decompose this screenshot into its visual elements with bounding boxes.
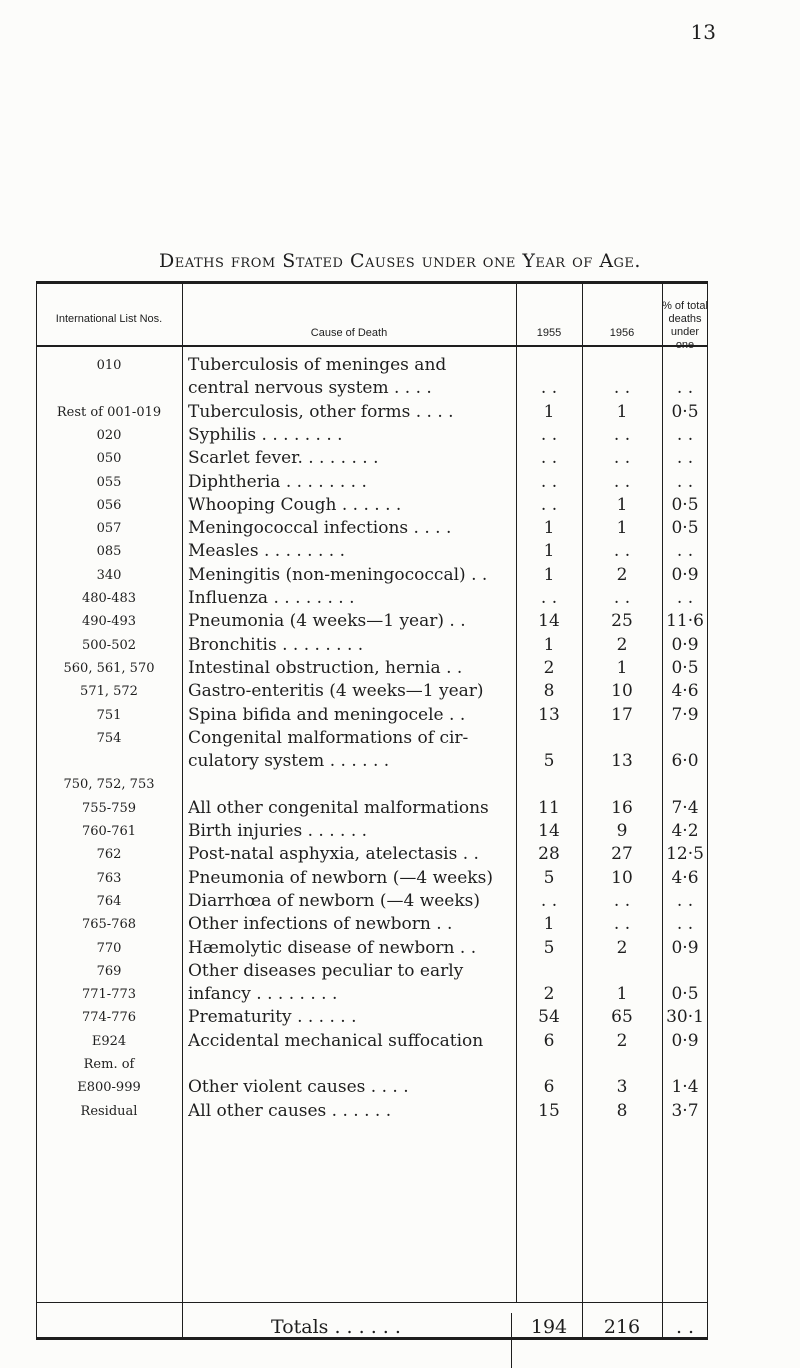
cause-cell: central nervous system . . . . (188, 378, 432, 399)
cause-cell: Spina bifida and meningocele . . (188, 704, 466, 725)
list-no-cell: 500-502 (81, 637, 137, 653)
cause-cell: Prematurity . . . . . . (188, 1007, 357, 1028)
percent-cell: . . (676, 424, 694, 445)
value-1955-cell: 11 (538, 797, 560, 818)
cause-cell: Diphtheria . . . . . . . . (188, 471, 367, 492)
cause-cell: Whooping Cough . . . . . . (188, 494, 402, 515)
list-no-cell: E924 (91, 1033, 127, 1049)
percent-cell: 4·6 (671, 681, 699, 702)
value-1955-cell: 6 (543, 1030, 555, 1051)
list-no-cell: Residual (80, 1103, 138, 1119)
list-no-cell: 763 (96, 870, 122, 886)
list-no-cell: 020 (96, 427, 122, 443)
value-1955-cell: . . (540, 378, 558, 399)
percent-cell: . . (676, 378, 694, 399)
percent-cell: . . (676, 471, 694, 492)
percent-cell: 12·5 (666, 844, 704, 865)
percent-cell: 0·5 (671, 984, 699, 1005)
value-1956-cell: 25 (611, 611, 633, 632)
cause-cell: All other causes . . . . . . (188, 1100, 392, 1121)
list-no-cell: Rem. of (83, 1057, 135, 1072)
table-row (36, 914, 708, 937)
list-no-cell: 771-773 (81, 987, 137, 1003)
table-row (36, 611, 708, 634)
table-row (36, 984, 708, 1007)
list-no-cell: 754 (96, 730, 122, 746)
cause-cell: Pneumonia (4 weeks—1 year) . . (188, 611, 466, 632)
table-row (36, 774, 708, 797)
value-1956-cell: 8 (616, 1100, 628, 1121)
table-row (36, 472, 708, 495)
header-1955: 1955 (536, 327, 562, 339)
percent-cell: 3·7 (671, 1100, 699, 1121)
page-number: 13 (690, 20, 716, 44)
table-row (36, 355, 708, 378)
value-1956-cell: . . (613, 914, 631, 935)
cause-cell: Post-natal asphyxia, atelectasis . . (188, 844, 479, 865)
table-row (36, 425, 708, 448)
cause-cell: Other diseases peculiar to early (188, 960, 464, 981)
list-no-cell: 762 (96, 847, 122, 863)
table-row (36, 658, 708, 681)
value-1956-cell: 1 (616, 401, 628, 422)
percent-cell: . . (676, 448, 694, 469)
list-no-cell: Rest of 001-019 (56, 404, 162, 420)
table-row (36, 844, 708, 867)
value-1956-cell: 17 (611, 704, 633, 725)
value-1956-cell: 65 (611, 1007, 633, 1028)
table-row (36, 1031, 708, 1054)
list-no-cell: 480-483 (81, 591, 137, 606)
list-no-cell: 750, 752, 753 (63, 777, 155, 793)
value-1955-cell: 14 (538, 611, 560, 632)
cause-cell: culatory system . . . . . . (188, 751, 390, 772)
value-1955-cell: 2 (543, 984, 555, 1005)
percent-cell: . . (676, 890, 694, 911)
table-row (36, 728, 708, 751)
value-1955-cell: 1 (543, 564, 555, 585)
cause-cell: Accidental mechanical suffocation (188, 1030, 484, 1051)
cause-cell: Scarlet fever. . . . . . . . (188, 448, 379, 469)
totals-rule (36, 1302, 708, 1303)
value-1956-cell: 10 (611, 681, 633, 702)
cause-cell: Tuberculosis of meninges and (188, 355, 447, 375)
percent-cell: 30·1 (666, 1007, 704, 1028)
cause-cell: Intestinal obstruction, hernia . . (188, 657, 463, 678)
value-1955-cell: 5 (543, 867, 555, 888)
totals-divider (511, 1313, 512, 1368)
list-no-cell: 764 (96, 893, 122, 909)
percent-cell: 0·9 (671, 937, 699, 958)
list-no-cell: 085 (96, 544, 122, 560)
value-1956-cell: 2 (616, 564, 628, 585)
value-1955-cell: 14 (538, 821, 560, 841)
value-1956-cell: . . (613, 588, 631, 608)
value-1955-cell: 13 (538, 704, 560, 725)
cause-cell: Measles . . . . . . . . (188, 541, 346, 562)
list-no-cell: 751 (96, 707, 122, 723)
value-1955-cell: . . (540, 471, 558, 492)
table-row (36, 518, 708, 541)
value-1955-cell: . . (540, 890, 558, 911)
table-row (36, 891, 708, 914)
percent-cell: 0·5 (671, 518, 699, 539)
percent-cell: 4·2 (671, 821, 699, 841)
value-1956-cell: . . (613, 424, 631, 445)
cause-cell: All other congenital malformations (188, 797, 489, 818)
value-1956-cell: 2 (616, 634, 628, 655)
percent-cell: . . (676, 541, 694, 562)
header-1956: 1956 (609, 327, 635, 339)
list-no-cell: 770 (96, 940, 122, 956)
table-row (36, 1007, 708, 1030)
table-row (36, 1054, 708, 1077)
value-1955-cell: 15 (538, 1100, 560, 1121)
value-1955-cell: . . (540, 448, 558, 469)
value-1956-cell: 3 (616, 1077, 628, 1098)
deaths-table (36, 281, 708, 1339)
list-no-cell: 571, 572 (80, 684, 138, 700)
table-row (36, 495, 708, 518)
table-row (36, 961, 708, 984)
percent-cell: 0·5 (671, 657, 699, 678)
list-no-cell: 769 (96, 963, 122, 979)
list-no-cell: 057 (96, 521, 122, 537)
cause-cell: Influenza . . . . . . . . (188, 588, 355, 608)
value-1956-cell: 1 (616, 518, 628, 539)
value-1956-cell: 13 (611, 751, 633, 772)
value-1955-cell: 1 (543, 914, 555, 935)
value-1955-cell: 5 (543, 751, 555, 772)
value-1956-cell: 1 (616, 984, 628, 1005)
percent-cell: 0·9 (671, 1030, 699, 1051)
header-rule (36, 345, 708, 347)
table-row (36, 868, 708, 891)
cause-cell: Congenital malformations of cir- (188, 727, 469, 748)
percent-cell: 7·9 (671, 704, 699, 725)
cause-cell: Other violent causes . . . . (188, 1077, 409, 1098)
cause-cell: Bronchitis . . . . . . . . (188, 634, 364, 655)
cause-cell: Diarrhœa of newborn (—4 weeks) (188, 890, 481, 911)
list-no-cell: 340 (96, 567, 122, 583)
cause-cell: Hæmolytic disease of newborn . . (188, 937, 477, 958)
cause-cell: Pneumonia of newborn (—4 weeks) (188, 867, 493, 888)
value-1956-cell: . . (613, 541, 631, 562)
table-row (36, 402, 708, 425)
value-1956-cell: 10 (611, 867, 633, 888)
value-1956-cell: 1 (616, 494, 628, 515)
header-list-nos: International List Nos. (55, 313, 163, 325)
cause-cell: Tuberculosis, other forms . . . . (188, 401, 454, 422)
totals-label: Totals . . . . . . (271, 1316, 401, 1338)
percent-cell: 6·0 (671, 751, 699, 772)
cause-cell: infancy . . . . . . . . (188, 984, 338, 1005)
value-1955-cell: 1 (543, 518, 555, 539)
table-row (36, 798, 708, 821)
table-row (36, 938, 708, 961)
value-1955-cell: 1 (543, 634, 555, 655)
table-row (36, 681, 708, 704)
value-1955-cell: 2 (543, 657, 555, 678)
list-no-cell: E800-999 (77, 1080, 141, 1096)
totals-pct: . . (675, 1316, 695, 1338)
percent-cell: 11·6 (666, 611, 704, 632)
value-1956-cell: 9 (616, 821, 628, 841)
page-title: Deaths from Stated Causes under one Year of Age. (159, 250, 641, 272)
cause-cell: Meningococcal infections . . . . (188, 518, 452, 539)
table-row (36, 751, 708, 774)
value-1955-cell: 5 (543, 937, 555, 958)
value-1955-cell: 1 (543, 401, 555, 422)
cause-cell: Other infections of newborn . . (188, 914, 453, 935)
cause-cell: Birth injuries . . . . . . (188, 821, 368, 841)
percent-cell: . . (676, 588, 694, 608)
header-cause: Cause of Death (310, 327, 388, 339)
list-no-cell: 755-759 (81, 800, 137, 816)
list-no-cell: 560, 561, 570 (63, 660, 155, 676)
value-1956-cell: . . (613, 378, 631, 399)
value-1956-cell: . . (613, 448, 631, 469)
cause-cell: Gastro-enteritis (4 weeks—1 year) (188, 681, 484, 702)
percent-cell: 0·5 (671, 494, 699, 515)
list-no-cell: 010 (96, 358, 122, 373)
list-no-cell: 050 (96, 451, 122, 467)
value-1956-cell: 2 (616, 937, 628, 958)
value-1955-cell: 54 (538, 1007, 560, 1028)
value-1956-cell: . . (613, 890, 631, 911)
value-1955-cell: 8 (543, 681, 555, 702)
list-no-cell: 490-493 (81, 614, 137, 630)
cause-cell: Meningitis (non-meningococcal) . . (188, 564, 488, 585)
list-no-cell: 774-776 (81, 1010, 137, 1026)
list-no-cell: 056 (96, 497, 122, 513)
list-no-cell: 765-768 (81, 917, 137, 933)
value-1955-cell: 28 (538, 844, 560, 865)
table-row (36, 541, 708, 564)
table-row (36, 565, 708, 588)
percent-cell: . . (676, 914, 694, 935)
value-1955-cell: . . (540, 494, 558, 515)
table-row (36, 588, 708, 611)
value-1956-cell: 27 (611, 844, 633, 865)
value-1955-cell: . . (540, 588, 558, 608)
percent-cell: 1·4 (671, 1077, 699, 1098)
table-row (36, 635, 708, 658)
percent-cell: 7·4 (671, 797, 699, 818)
value-1955-cell: 6 (543, 1077, 555, 1098)
cause-cell: Syphilis . . . . . . . . (188, 424, 343, 445)
top-rule (36, 281, 708, 284)
table-row (36, 1101, 708, 1124)
table-row (36, 378, 708, 401)
percent-cell: 0·5 (671, 401, 699, 422)
table-row (36, 1077, 708, 1100)
totals-1956: 216 (603, 1316, 641, 1338)
totals-1955: 194 (530, 1316, 568, 1338)
table-row (36, 448, 708, 471)
percent-cell: 0·9 (671, 564, 699, 585)
table-row (36, 821, 708, 844)
value-1956-cell: 1 (616, 657, 628, 678)
list-no-cell: 055 (96, 474, 122, 490)
percent-cell: 4·6 (671, 867, 699, 888)
value-1955-cell: . . (540, 424, 558, 445)
header-pct: % of total deaths under one (662, 300, 708, 351)
value-1955-cell: 1 (543, 541, 555, 562)
value-1956-cell: 16 (611, 797, 633, 818)
value-1956-cell: 2 (616, 1030, 628, 1051)
table-row (36, 705, 708, 728)
value-1956-cell: . . (613, 471, 631, 492)
list-no-cell: 760-761 (81, 824, 137, 839)
percent-cell: 0·9 (671, 634, 699, 655)
